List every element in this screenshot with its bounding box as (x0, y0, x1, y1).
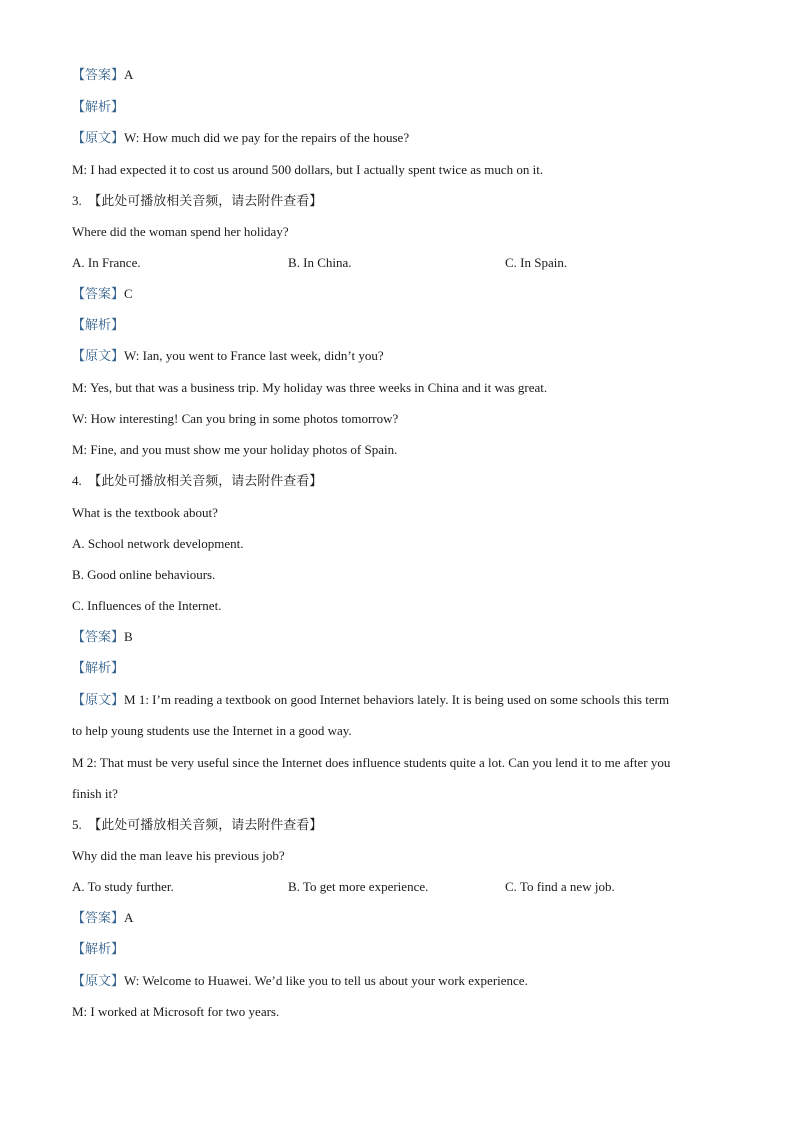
q5-number: 5. (72, 817, 82, 832)
transcript-label: 【原文】 (72, 131, 125, 146)
transcript-label: 【原文】 (72, 693, 125, 708)
q3-question: Where did the woman spend her holiday? (72, 224, 289, 239)
q4-question: What is the textbook about? (72, 505, 218, 520)
q4-transcript-line-1: 【原文】M 1: I’m reading a textbook on good Internet behaviors lately. It is being used on some schools this term (72, 692, 670, 708)
transcript-label: 【原文】 (72, 974, 125, 989)
q5-answer: A (124, 910, 134, 925)
audio-prompt: 【此处可播放相关音频，请去附件查看】 (88, 474, 323, 489)
q3-heading (72, 192, 322, 211)
q5-option-c: C. To find a new job. (505, 879, 615, 894)
q2-transcript-line-2: M: I had expected it to cost us around 500 dollars, but I actually spent twice as much on it. (72, 162, 544, 177)
q3-answer: C (124, 286, 133, 301)
analysis-label: 【解析】 (72, 942, 125, 957)
q2-analysis-line (72, 98, 124, 117)
answer-label: 【答案】 (72, 287, 125, 302)
q5-transcript-line-2: M: I worked at Microsoft for two years. (72, 1004, 280, 1019)
q4-option-a: A. School network development. (72, 536, 244, 551)
q2-answer: A (124, 67, 134, 82)
q5-option-b: B. To get more experience. (288, 879, 429, 894)
q4-answer: B (124, 629, 133, 644)
q5-options (72, 878, 722, 896)
answer-label: 【答案】 (72, 630, 125, 645)
q4-analysis-line (72, 659, 124, 678)
q3-transcript-line-4: M: Fine, and you must show me your holiday photos of Spain. (72, 442, 398, 457)
q5-answer-line (72, 909, 133, 928)
q3-option-a: A. In France. (72, 255, 141, 270)
q4-option-c: C. Influences of the Internet. (72, 598, 222, 613)
analysis-label: 【解析】 (72, 100, 125, 115)
q5-heading (72, 816, 322, 835)
q4-heading (72, 472, 322, 491)
q3-analysis-line (72, 316, 124, 335)
audio-prompt: 【此处可播放相关音频，请去附件查看】 (88, 818, 323, 833)
transcript-label: 【原文】 (72, 349, 125, 364)
q5-question: Why did the man leave his previous job? (72, 848, 285, 863)
analysis-label: 【解析】 (72, 661, 125, 676)
answer-label: 【答案】 (72, 911, 125, 926)
q2-answer-line (72, 66, 133, 85)
q3-transcript-line-3: W: How interesting! Can you bring in some photos tomorrow? (72, 411, 399, 426)
q4-transcript-line-2: to help young students use the Internet in a good way. (72, 723, 352, 738)
q4-number: 4. (72, 473, 82, 488)
audio-prompt: 【此处可播放相关音频，请去附件查看】 (88, 194, 323, 209)
q4-answer-line (72, 628, 133, 647)
q4-transcript-line-4: finish it? (72, 786, 118, 801)
q3-transcript-line-2: M: Yes, but that was a business trip. My holiday was three weeks in China and it was great. (72, 380, 548, 395)
q3-option-c: C. In Spain. (505, 255, 568, 270)
q5-analysis-line (72, 940, 124, 959)
q4-transcript-line-3: M 2: That must be very useful since the Internet does influence students quite a lot. Can you lend it to me after you (72, 755, 671, 770)
answer-label: 【答案】 (72, 68, 125, 83)
q3-options (72, 254, 722, 272)
q3-transcript-line-1: 【原文】W: Ian, you went to France last week, didn’t you? (72, 348, 384, 364)
q3-answer-line (72, 285, 133, 304)
q4-option-b: B. Good online behaviours. (72, 567, 216, 582)
q5-transcript-line-1: 【原文】W: Welcome to Huawei. We’d like you to tell us about your work experience. (72, 973, 528, 989)
q5-option-a: A. To study further. (72, 879, 174, 894)
q3-number: 3. (72, 193, 82, 208)
q3-option-b: B. In China. (288, 255, 352, 270)
analysis-label: 【解析】 (72, 318, 125, 333)
q2-transcript-line-1: 【原文】W: How much did we pay for the repairs of the house? (72, 130, 410, 146)
